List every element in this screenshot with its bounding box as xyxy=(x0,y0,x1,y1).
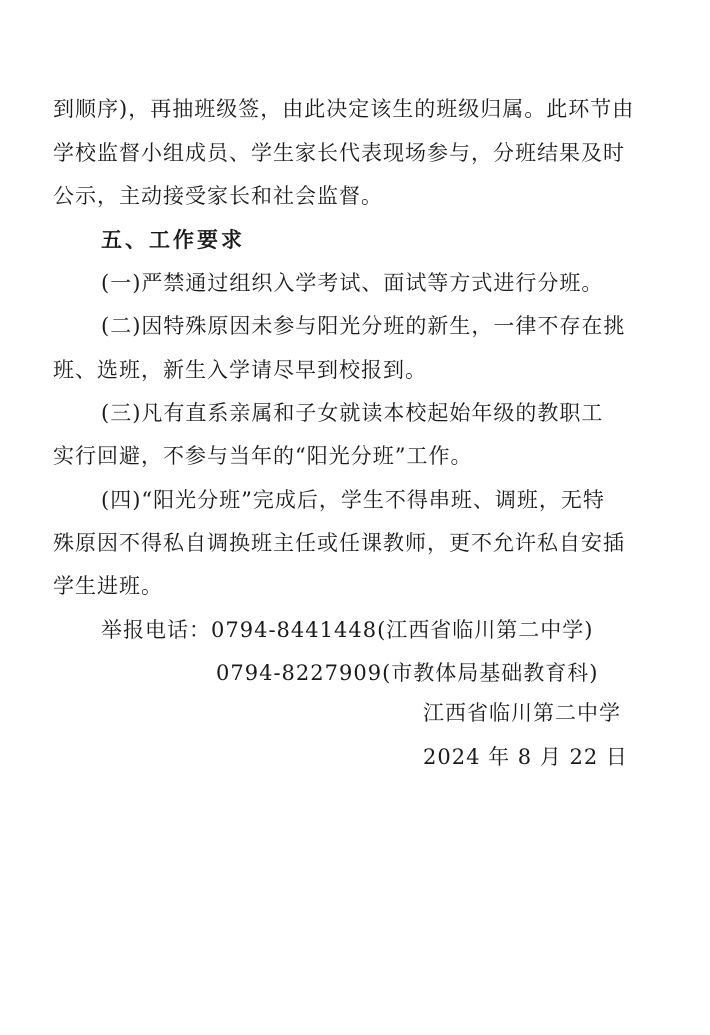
section-heading: 五、工作要求 xyxy=(101,228,245,252)
list-item-1: (一)严禁通过组织入学考试、面试等方式进行分班。 xyxy=(101,271,604,295)
signature-organization: 江西省临川第二中学 xyxy=(423,701,621,725)
hotline-line-1 xyxy=(101,617,593,643)
list-item-4-cont: 殊原因不得私自调换班主任或任课教师，更不允许私自安插 xyxy=(53,531,625,555)
list-item-4-cont: 学生进班。 xyxy=(53,574,163,598)
signature-date: 2024 年 8 月 22 日 xyxy=(423,745,628,769)
body-text-line: 公示，主动接受家长和社会监督。 xyxy=(53,184,383,208)
list-item-2-cont: 班、选班，新生入学请尽早到校报到。 xyxy=(53,358,427,382)
list-item-3-cont: 实行回避，不参与当年的“阳光分班”工作。 xyxy=(53,444,473,468)
body-text-line: 到顺序)，再抽班级签，由此决定该生的班级归属。此环节由 xyxy=(53,97,635,121)
list-item-4: (四)“阳光分班”完成后，学生不得串班、调班，无特 xyxy=(101,488,605,512)
hotline-phone-1: 0794-8441448(江西省临川第二中学) xyxy=(211,618,594,642)
list-item-2: (二)因特殊原因未参与阳光分班的新生，一律不存在挑 xyxy=(101,314,626,338)
hotline-label: 举报电话： xyxy=(101,618,211,642)
hotline-phone-2: 0794-8227909(市教体局基础教育科) xyxy=(216,661,599,685)
list-item-3: (三)凡有直系亲属和子女就读本校起始年级的教职工 xyxy=(101,401,604,425)
body-text-line: 学校监督小组成员、学生家长代表现场参与，分班结果及时 xyxy=(53,141,625,165)
